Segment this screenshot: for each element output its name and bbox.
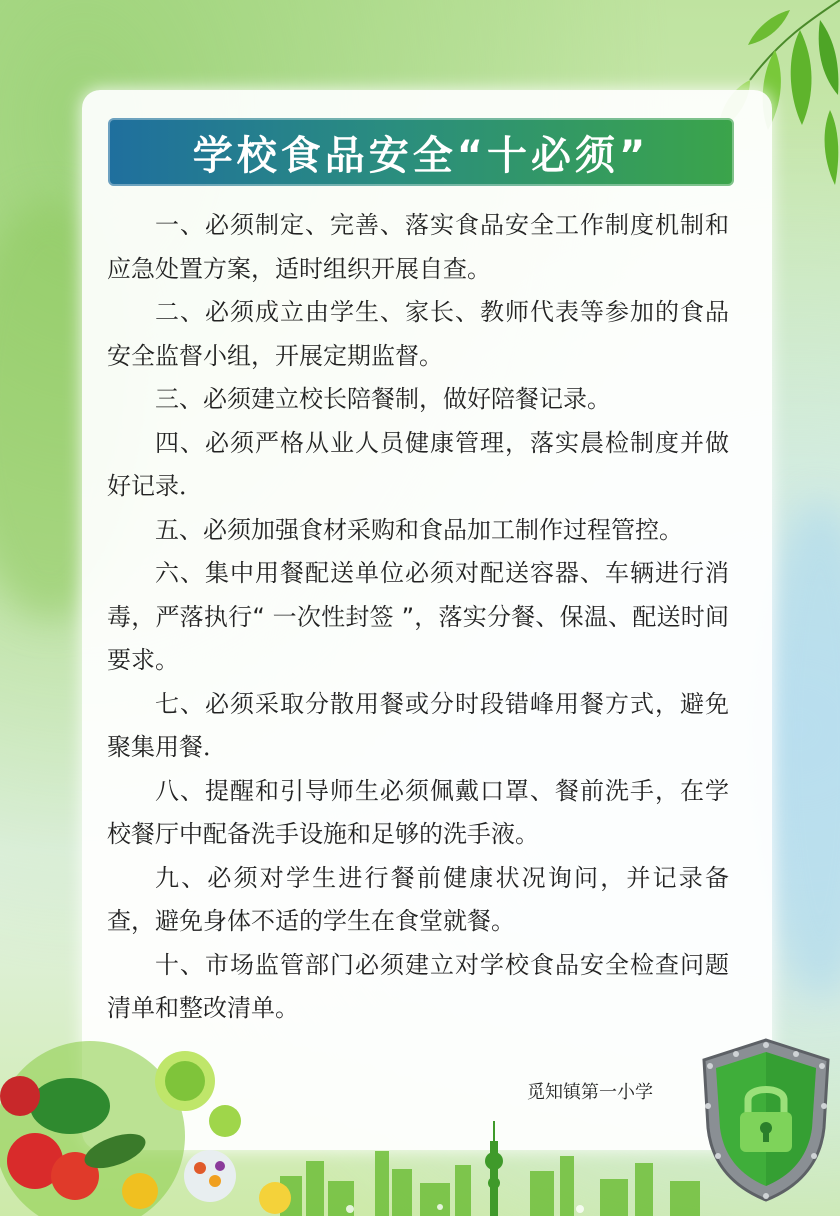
- title-banner: [108, 118, 734, 186]
- rule-item: 九、必须对学生进行餐前健康状况询问，并记录备查，避免身体不适的学生在食堂就餐。: [107, 863, 729, 935]
- rule-item: 三、必须建立校长陪餐制，做好陪餐记录。: [155, 385, 611, 413]
- rule-item: 一、必须制定、完善、落实食品安全工作制度机制和应急处置方案，适时组织开展自查。: [107, 211, 729, 283]
- rule-item: 七、必须采取分散用餐或分时段错峰用餐方式，避免聚集用餐．: [107, 689, 729, 761]
- page-title: 学校食品安全“十必须”: [192, 132, 650, 179]
- rule-item: 四、必须严格从业人员健康管理，落实晨检制度并做好记录．: [107, 428, 729, 500]
- vegetables-decoration: [0, 986, 300, 1216]
- rule-item: 八、提醒和引导师生必须佩戴口罩、餐前洗手，在学校餐厅中配备洗手设施和足够的洗手液。: [107, 776, 729, 848]
- background-glow: [760, 500, 840, 1000]
- rule-item: 六、集中用餐配送单位必须对配送容器、车辆进行消毒，严落执行“ 一次性封签 ”，落实分餐、保温、配送时间要求。: [107, 559, 729, 674]
- rule-item: 二、必须成立由学生、家长、教师代表等参加的食品安全监督小组，开展定期监督。: [107, 298, 729, 370]
- shield-lock-icon: [696, 1036, 836, 1204]
- rule-item: 十、市场监管部门必须建立对学校食品安全检查问题清单和整改清单。: [107, 950, 729, 1022]
- rule-item: 五、必须加强食材采购和食品加工制作过程管控。: [155, 515, 683, 544]
- school-signature: 觅知镇第一小学: [527, 1082, 653, 1103]
- rules-list: [107, 204, 729, 1031]
